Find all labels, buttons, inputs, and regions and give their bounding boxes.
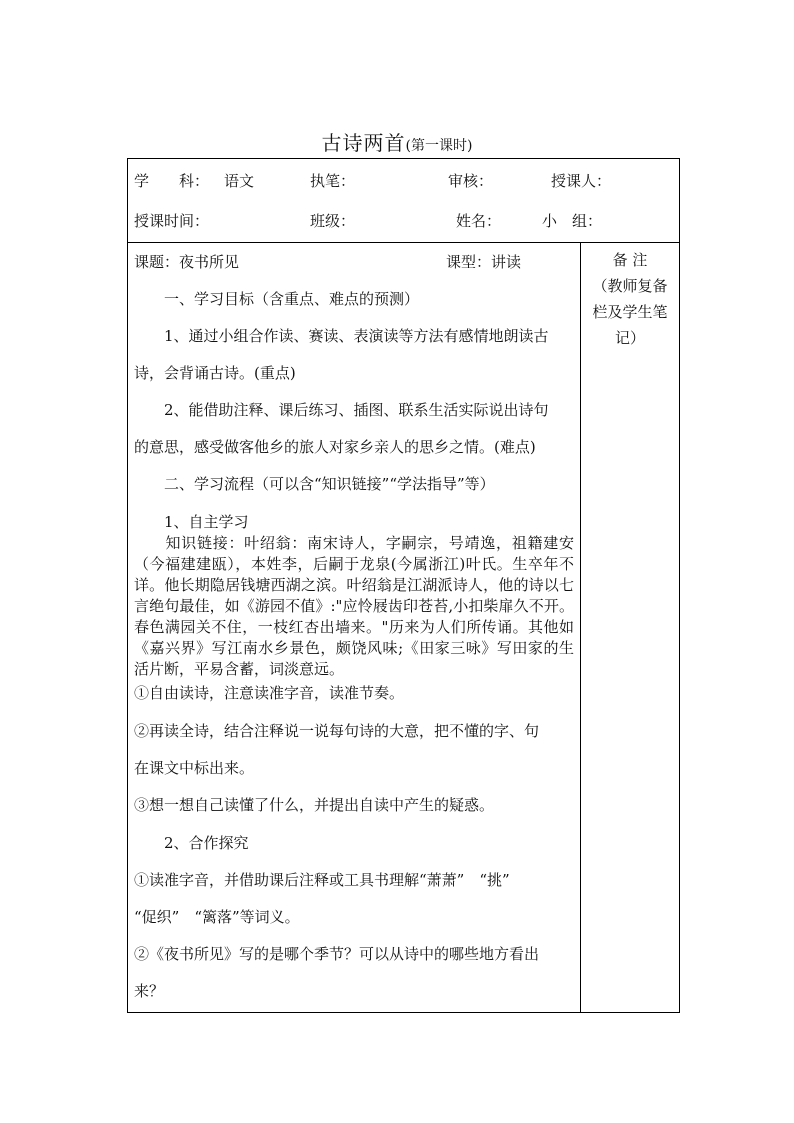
page-title (0, 127, 794, 156)
task1: ①自由读诗，注意读准字音，读准节奏。 (134, 684, 405, 702)
body-area (128, 243, 679, 1012)
class-label: 班级： (310, 212, 356, 230)
coop2-line1: ②《夜书所见》写的是哪个季节？可以从诗中的哪些地方看出 (134, 945, 540, 963)
topic-label: 课题：夜书所见 (134, 253, 240, 271)
reviewer-label: 审核： (448, 172, 494, 190)
notes-line-2: （教师复备 (592, 277, 668, 295)
notes-line-1: 备 注 (612, 251, 648, 269)
coop1-line1: ①读准字音，并借助课后注释或工具书理解“萧萧” “挑” (134, 871, 510, 889)
main-content-column (128, 243, 581, 1012)
notes-line-3: 栏及学生笔 (592, 303, 668, 321)
coop1-line2: “促织” “篱落”等词义。 (134, 908, 300, 926)
task2-line2: 在课文中标出来。 (134, 759, 255, 777)
subject-value: 语文 (224, 172, 255, 190)
goal2-line2: 的意思，感受做客他乡的旅人对家乡亲人的思乡之情。(难点) (134, 438, 536, 456)
goal1-line1: 1、通过小组合作读、赛读、表演读等方法有感情地朗读古 (164, 327, 549, 345)
notes-label (581, 247, 679, 351)
goal2-line1: 2、能借助注释、课后练习、插图、联系生活实际说出诗句 (164, 401, 549, 419)
title-main: 古诗两首 (321, 131, 406, 155)
lesson-plan-table (127, 158, 680, 1013)
subject-label: 学 科： (134, 172, 210, 190)
knowledge-link-paragraph: 知识链接：叶绍翁：南宋诗人，字嗣宗，号靖逸，祖籍建安（今福建建瓯），本姓李，后嗣于龙泉(今属浙江)叶氏。生卒年不详。他长期隐居钱塘西湖之滨。叶绍翁是江湖派诗人，他的诗以七言绝句最佳，如《游园不值》:"应怜屐齿印苍苔,小扣柴扉久不开。春色满园关不住，一枝红杏出墙来。"历来为人们所传诵。其他如《嘉兴界》写江南水乡景色，颇饶风味;《田家三咏》写田家的生活片断，平易含蓄，词淡意远。 (134, 534, 574, 678)
teacher-label: 授课人： (551, 172, 612, 190)
name-label: 姓名： (456, 212, 502, 230)
header-row-2 (128, 210, 679, 234)
coop2-line2: 来？ (134, 982, 165, 1000)
header-row-1 (128, 170, 679, 194)
task2-line1: ②再读全诗，结合注释说一说每句诗的大意，把不懂的字、句 (134, 722, 540, 740)
writer-label: 执笔： (310, 172, 356, 190)
goal1-line2: 诗，会背诵古诗。(重点) (134, 364, 296, 382)
section1-heading: 一、学习目标（含重点、难点的预测） (164, 290, 420, 308)
step1-heading: 1、自主学习 (164, 513, 249, 531)
type-label: 课型：讲读 (446, 253, 522, 271)
notes-column (581, 243, 679, 1012)
header-area (128, 159, 679, 243)
step2-heading: 2、合作探究 (164, 834, 249, 852)
section2-heading: 二、学习流程（可以含“知识链接”“学法指导”等） (164, 475, 495, 493)
time-label: 授课时间： (134, 212, 210, 230)
notes-line-4: 记） (614, 329, 645, 347)
group-label: 小 组： (542, 212, 603, 230)
task3: ③想一想自己读懂了什么，并提出自读中产生的疑惑。 (134, 796, 495, 814)
title-sub: (第一课时) (405, 138, 473, 154)
